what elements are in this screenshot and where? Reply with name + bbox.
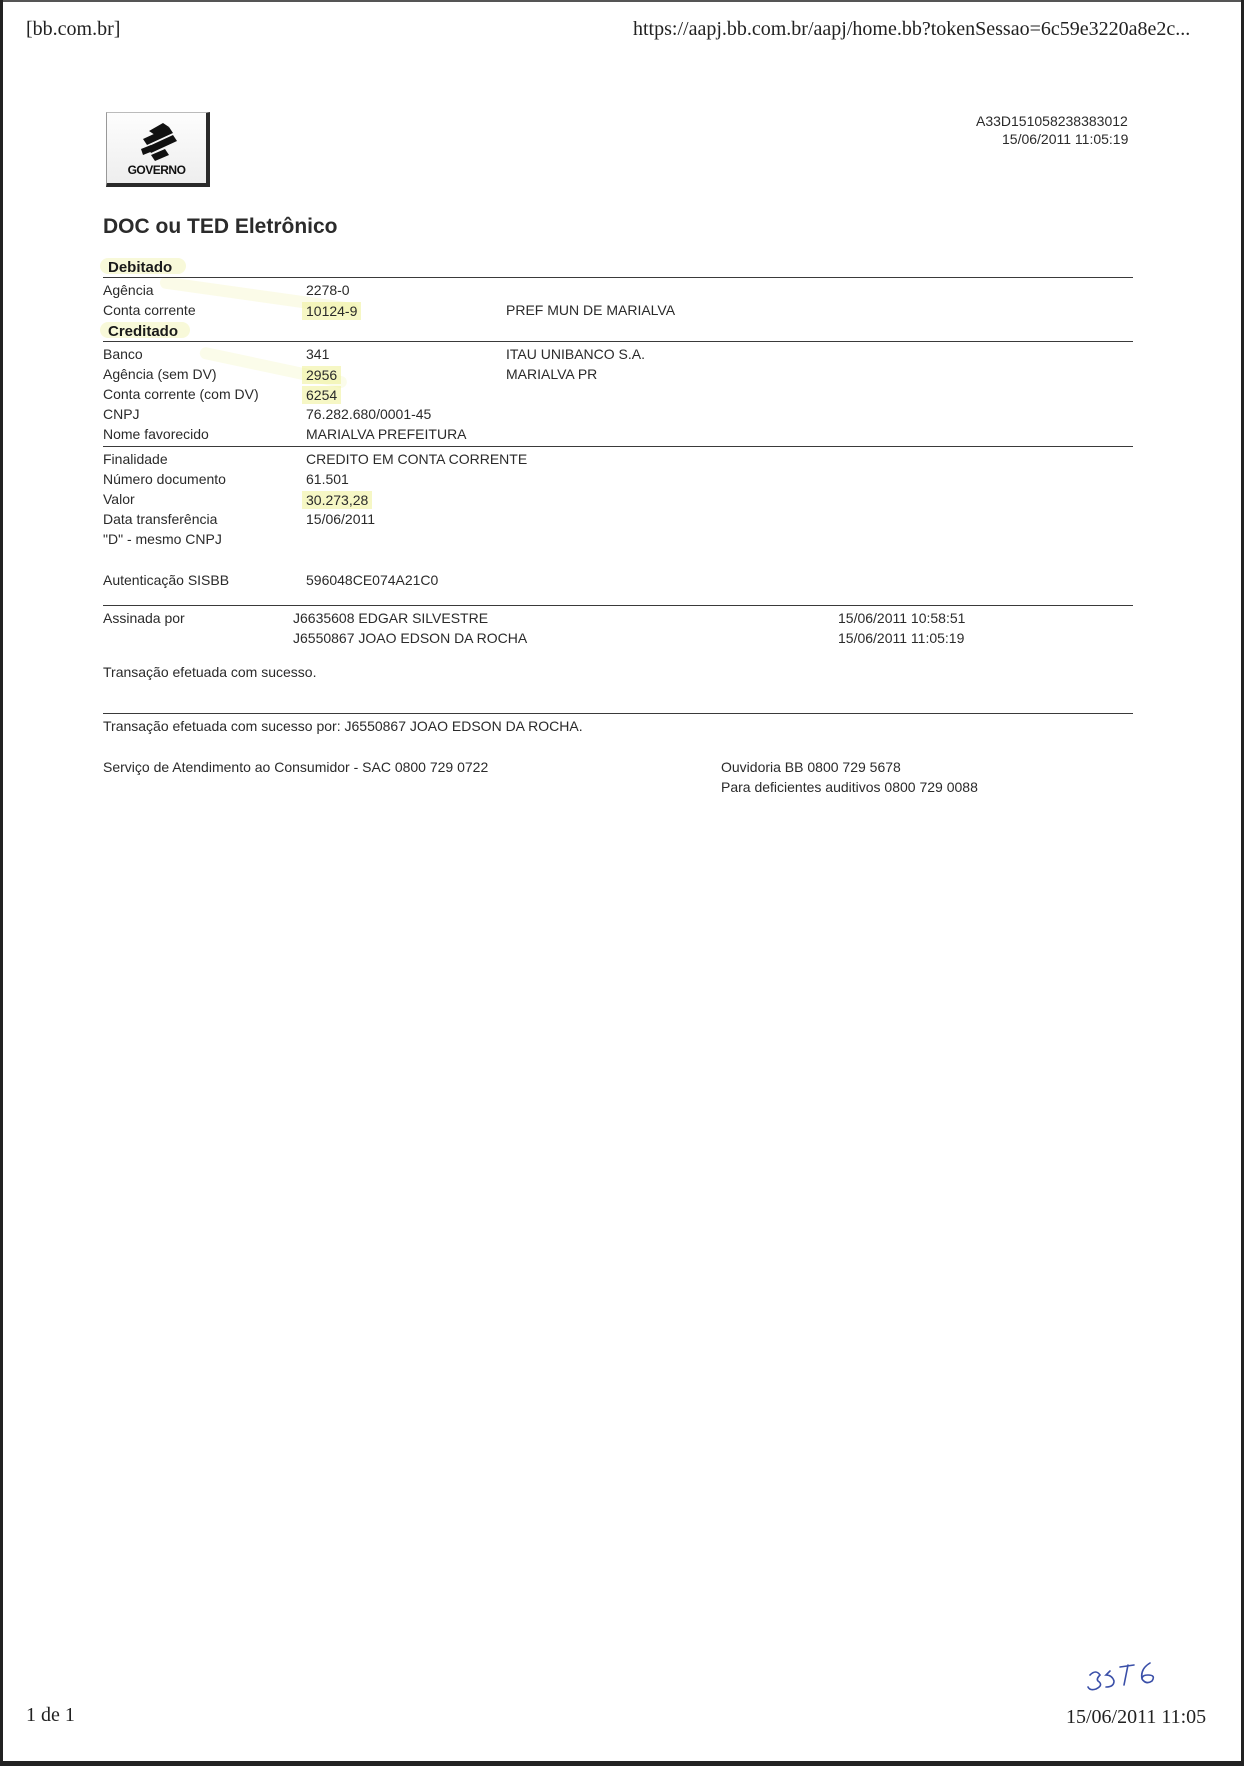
label-assinada-por: Assinada por [103, 610, 185, 626]
value-data-transferencia: 15/06/2011 [306, 511, 376, 527]
value-titular-debito: PREF MUN DE MARIALVA [506, 302, 676, 318]
value-cnpj: 76.282.680/0001-45 [306, 406, 432, 422]
label-finalidade: Finalidade [103, 451, 168, 467]
page-title: DOC ou TED Eletrônico [103, 215, 338, 238]
value-banco: 341 [306, 346, 330, 362]
signer-datetime: 15/06/2011 10:58:51 [838, 610, 966, 626]
value-cidade: MARIALVA PR [506, 366, 598, 382]
label-numero-documento: Número documento [103, 471, 226, 487]
label-banco: Banco [103, 346, 143, 362]
print-header-site: [bb.com.br] [26, 18, 121, 40]
signer-name: J6635608 EDGAR SILVESTRE [293, 610, 489, 626]
scan-edge-top [0, 0, 1244, 2]
value-finalidade: CREDITO EM CONTA CORRENTE [306, 451, 528, 467]
divider [103, 713, 1133, 714]
document-code: A33D151058238383012 [976, 113, 1128, 129]
handwritten-number-mark [1080, 1655, 1170, 1695]
document-datetime: 15/06/2011 11:05:19 [1002, 131, 1129, 147]
label-agencia-debito: Agência [103, 282, 154, 298]
section-heading-debitado: Debitado [108, 259, 173, 276]
label-autenticacao: Autenticação SISBB [103, 572, 230, 588]
banco-do-brasil-logo [106, 112, 210, 187]
scan-edge-left [0, 0, 3, 1766]
logo-text: GOVERNO [127, 163, 186, 177]
value-favorecido: MARIALVA PREFEITURA [306, 426, 467, 442]
sac-info: Serviço de Atendimento ao Consumidor - SAC 0800 729 0722 [103, 759, 489, 775]
divider [103, 277, 1133, 278]
divider [103, 446, 1133, 447]
value-banco-nome: ITAU UNIBANCO S.A. [506, 346, 645, 362]
signer-name: J6550867 JOAO EDSON DA ROCHA [293, 630, 528, 646]
value-conta-credito: 6254 [302, 386, 341, 404]
label-conta-credito: Conta corrente (com DV) [103, 386, 259, 402]
banco-do-brasil-logo-icon [107, 119, 211, 169]
signer-datetime: 15/06/2011 11:05:19 [838, 630, 965, 646]
value-numero-documento: 61.501 [306, 471, 349, 487]
divider [103, 605, 1133, 606]
scan-edge-bottom [0, 1761, 1244, 1766]
status-message-por: Transação efetuada com sucesso por: J6550867 JOAO EDSON DA ROCHA. [103, 718, 583, 734]
label-cnpj: CNPJ [103, 406, 140, 422]
page-number: 1 de 1 [26, 1704, 75, 1726]
value-conta-debito: 10124-9 [302, 302, 361, 320]
label-favorecido: Nome favorecido [103, 426, 209, 442]
label-agencia-credito: Agência (sem DV) [103, 366, 217, 382]
section-heading-creditado: Creditado [108, 323, 179, 340]
value-agencia-credito: 2956 [302, 366, 341, 384]
label-conta-debito: Conta corrente [103, 302, 196, 318]
label-data-transferencia: Data transferência [103, 511, 218, 527]
divider [103, 341, 1133, 342]
value-valor: 30.273,28 [302, 491, 372, 509]
label-mesmo-cnpj: "D" - mesmo CNPJ [103, 531, 222, 547]
ouvidoria-info: Ouvidoria BB 0800 729 5678 [721, 759, 901, 775]
value-autenticacao: 596048CE074A21C0 [306, 572, 439, 588]
print-header-url[interactable]: https://aapj.bb.com.br/aapj/home.bb?tokenSessao=6c59e3220a8e2c... [633, 18, 1191, 40]
deficientes-info: Para deficientes auditivos 0800 729 0088 [721, 779, 978, 795]
status-message: Transação efetuada com sucesso. [103, 664, 317, 680]
label-valor: Valor [103, 491, 135, 507]
print-footer-datetime: 15/06/2011 11:05 [1066, 1706, 1207, 1728]
value-agencia-debito: 2278-0 [306, 282, 350, 298]
